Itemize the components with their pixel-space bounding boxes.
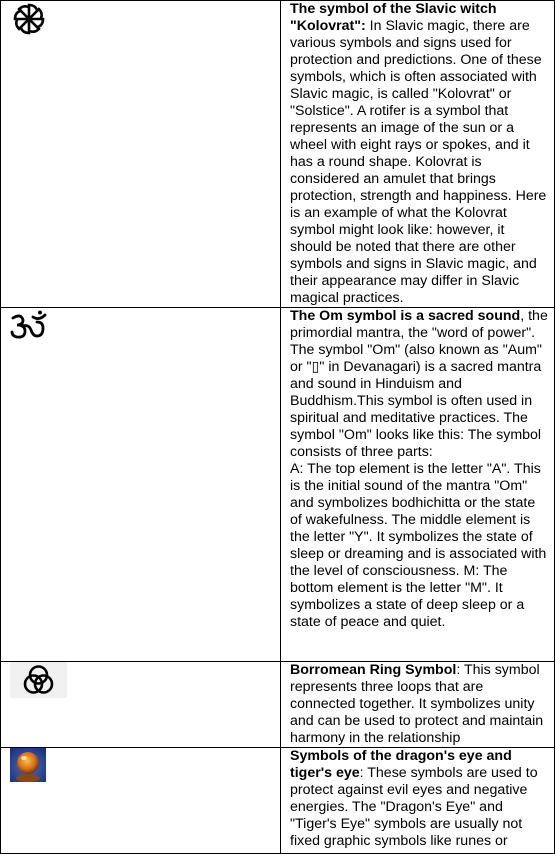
symbol-description: : This symbol represents three loops that are connected together. It symbolizes unity and can be used to protect and maintain harmony in the relationship <box>290 662 544 746</box>
image-cell <box>1 1 281 308</box>
description-cell <box>281 308 555 662</box>
kolovrat-icon <box>9 1 49 37</box>
symbol-heading: The Om symbol is a sacred sound <box>290 308 521 324</box>
image-cell <box>1 308 281 662</box>
image-cell <box>1 748 281 854</box>
description-cell <box>281 1 555 308</box>
symbol-heading: Symbols of the dragon's eye and tiger's eye <box>290 748 512 781</box>
symbol-description: In Slavic magic, there are various symbols and signs used for protection and predictions. One of these symbols, which is often associated with Slavic magic, is called "Kolovrat" or "Solstice". A rotifer is a symbol that represents an image of the sun or a wheel with eight rays or spokes, and it has a round shape. Kolovrat is considered an amulet that brings protection, strength and happiness. Here is an example of what the Kolovrat symbol might look like: however, it should be noted that there are other symbols and signs in Slavic magic, and their appearance may differ in Slavic magical practices. <box>290 18 547 306</box>
borromean-rings-icon <box>10 662 67 698</box>
table-row <box>1 1 555 308</box>
symbol-heading: The symbol of the Slavic witch "Kolovrat": <box>290 1 497 34</box>
symbol-description: : These symbols are used to protect against evil eyes and negative energies. The "Dragon's Eye" and "Tiger's Eye" symbols are usually not fixed graphic symbols like runes or <box>290 765 538 849</box>
image-cell <box>1 662 281 748</box>
om-icon <box>9 310 49 340</box>
description-cell <box>281 662 555 748</box>
symbol-heading: Borromean Ring Symbol <box>290 662 457 678</box>
dragon-eye-icon <box>10 748 46 782</box>
table-row <box>1 748 555 854</box>
symbol-description: , the primordial mantra, the "word of power". The symbol "Om" (also known as "Aum" or "▯" in Devanagari) is a sacred mantra and sound in Hinduism and Buddhism.This symbol is often used in spiritual and meditative practices. The symbol "Om" looks like this: The symbol consists of three parts: A: The top element is the letter "A". This is the initial sound of the mantra "Om" and symbolizes bodhichitta or the state of wakefulness. The middle element is the letter "Y". It symbolizes the state of sleep or dreaming and is associated with the level of consciousness. M: The bottom element is the letter "M". It symbolizes a state of deep sleep or a state of peace and quiet. <box>290 308 548 630</box>
description-cell <box>281 748 555 854</box>
table-row <box>1 662 555 748</box>
table-row <box>1 308 555 662</box>
